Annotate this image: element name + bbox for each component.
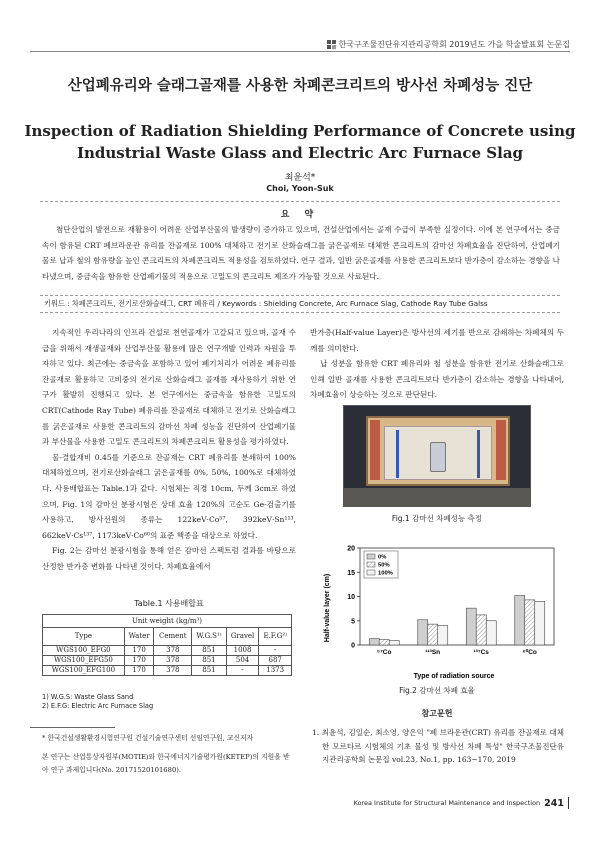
keywords-top-rule bbox=[40, 295, 560, 296]
table-note: 2) E.F.G: Electric Arc Furnace Slag bbox=[42, 701, 154, 710]
table-notes bbox=[42, 693, 292, 710]
legend-label: 0% bbox=[378, 554, 387, 561]
legend-swatch bbox=[367, 562, 375, 567]
half-value-layer-chart bbox=[318, 540, 563, 682]
table-cell: 170 bbox=[124, 646, 154, 656]
y-tick-label: 5 bbox=[351, 618, 355, 626]
title-english-line-1: Inspection of Radiation Shielding Performance of Concrete using bbox=[24, 122, 576, 140]
x-tick-label: ⁵⁷Co bbox=[377, 649, 392, 656]
unit-header: Unit weight (kg/m³) bbox=[43, 615, 292, 628]
table-cell: 378 bbox=[154, 646, 192, 656]
mix-table bbox=[42, 614, 292, 676]
lead-wall-left bbox=[370, 420, 380, 480]
y-tick-label: 0 bbox=[351, 642, 355, 650]
column-header: Type bbox=[43, 628, 125, 646]
bar bbox=[535, 601, 545, 645]
table-cell: 851 bbox=[192, 666, 227, 676]
bar bbox=[369, 639, 379, 645]
fig1-measurement-photo bbox=[343, 405, 531, 507]
floor bbox=[344, 488, 531, 507]
table-row bbox=[43, 646, 292, 656]
table-cell: 1373 bbox=[259, 666, 292, 676]
footnotes bbox=[42, 732, 296, 777]
table-cell: WGS100_EFG0 bbox=[43, 646, 125, 656]
x-tick-label: ¹³⁷Cs bbox=[473, 649, 489, 656]
column-header: W.G.S¹⁾ bbox=[192, 628, 227, 646]
column-header: Water bbox=[124, 628, 154, 646]
y-tick-label: 20 bbox=[347, 545, 355, 553]
table-row bbox=[43, 656, 292, 666]
legend-swatch bbox=[367, 570, 375, 575]
footnote-funding: 본 연구는 산업통상자원부(MOTIE)와 한국에너지기술평가원(KETEP)의 지원을 받아 연구 과제입니다(No. 20171520101680). bbox=[42, 753, 290, 774]
reference-item: 1. 최윤석, 김일순, 최소영, 양은익 "폐 브라운관(CRT) 유리를 잔골재로 대체한 모르타르 시험체의 기초 물성 및 방사선 차폐 특성" 한국구조물진단유지관리공학회 논문집 vol.23, No.1, pp. 163~170, 2019 bbox=[312, 728, 564, 764]
bar bbox=[379, 640, 389, 645]
table-cell: 170 bbox=[124, 656, 154, 666]
table-cell: 851 bbox=[192, 646, 227, 656]
body-paragraph: Fig. 2는 감마선 분광시험을 통해 얻은 감마선 스펙트럼 결과를 바탕으로 산정한 반가층 변화를 나타낸 것이다. 차폐효율에서 bbox=[42, 546, 296, 571]
abstract-title: 요 약 bbox=[280, 210, 320, 220]
legend-swatch bbox=[367, 554, 375, 559]
support-pole-right bbox=[477, 430, 480, 478]
title-english-line-2: Industrial Waste Glass and Electric Arc Furnace Slag bbox=[76, 144, 524, 162]
bar bbox=[486, 621, 496, 645]
x-tick-label: ⁶⁰Co bbox=[522, 649, 537, 656]
header-rule bbox=[30, 51, 570, 52]
footer-divider bbox=[568, 797, 569, 809]
references-title: 참고문헌 bbox=[421, 709, 453, 718]
table-cell: 851 bbox=[192, 656, 227, 666]
footnote-affiliation: * 한국건설생활환경시험연구원 건설기술연구센터 선임연구원, 교신저자 bbox=[42, 734, 254, 742]
table-cell: 378 bbox=[154, 656, 192, 666]
table-cell: 504 bbox=[226, 656, 259, 666]
table-cell: - bbox=[226, 666, 259, 676]
page-number: 241 bbox=[544, 797, 564, 809]
table-cell: 170 bbox=[124, 666, 154, 676]
keywords-bottom-rule bbox=[40, 312, 560, 313]
table-cell: 1008 bbox=[226, 646, 259, 656]
bar bbox=[389, 641, 399, 645]
column-header: E.F.G²⁾ bbox=[259, 628, 292, 646]
bar bbox=[428, 624, 438, 645]
body-left-column bbox=[42, 325, 296, 575]
footer-org: Korea Institute for Structural Maintenance and Inspection bbox=[353, 799, 541, 807]
legend-label: 50% bbox=[378, 562, 390, 569]
abstract-top-rule bbox=[40, 201, 560, 202]
table-cell: - bbox=[259, 646, 292, 656]
legend-label: 100% bbox=[378, 570, 393, 577]
table-cell: 687 bbox=[259, 656, 292, 666]
x-axis-title: Type of radiation source bbox=[413, 673, 495, 680]
keywords: 키워드 : 차폐콘크리트, 전기로산화슬래그, CRT 폐유리 / Keywords : Shielding Concrete, Arc Furnace Slag, Cathode Ray Tube Galss bbox=[44, 299, 488, 308]
body-right-column bbox=[310, 325, 564, 403]
author-korean: 최윤석* bbox=[284, 173, 316, 183]
support-pole-left bbox=[396, 430, 399, 478]
column-header: Gravel bbox=[226, 628, 259, 646]
bar bbox=[438, 626, 448, 645]
fig2-caption: Fig.2 감마선 차폐 효율 bbox=[399, 686, 475, 695]
body-paragraph: 지속적인 우리나라의 인프라 건설로 천연골재가 고갈되고 있으며, 골재 수급을 위해서 재생골재와 산업부산물 활용에 많은 연구개발 인력과 자원을 투자하고 있다. 최근에는 중금속을 포함하고 있어 폐기처리가 어려운 폐유리를 잔골재로 활용하고 고비중의 전기로 산화슬래그 골재를 재사용하기 위한 연구가 활발히 진행되고 있다. 본 연구에서는 중금속을 함유한 고밀도의 CRT(Cathode Ray Tube) 폐유리를 잔골재로 대체하고 전기로 산화슬래그를 굵은골재로 사용한 콘크리트의 감마선 차폐 성능을 진단하여 산업폐기물과 부산물을 사용한 고밀도 콘크리트의 차폐콘크리트 활용성을 평가하였다. bbox=[42, 328, 296, 447]
table-cell: 378 bbox=[154, 666, 192, 676]
bar bbox=[476, 615, 486, 645]
ge-detector bbox=[430, 442, 446, 472]
body-paragraph: 물-결합재비 0.45를 기준으로 잔골재는 CRT 폐유리를 분쇄하여 100% 대체하였으며, 전기로산화슬래그 굵은골재를 0%, 50%, 100%로 대체하였다. 사용배합표는 Table.1과 같다. 시험체는 직경 10cm, 두께 3cm로 하였으며, Fig. 1의 감마선 분광시험은 상대 효율 120%의 고순도 Ge-검출기를 사용하고, 방사선원의 종류는 122keV·Co⁵⁷, 392keV·Sn¹¹³, 662keV·Cs¹³⁷, 1173keV·Co⁶⁰의 표준 핵종을 대상으로 하였다. bbox=[42, 452, 296, 540]
y-tick-label: 15 bbox=[347, 569, 355, 577]
fig1-caption: Fig.1 감마선 차폐성능 측정 bbox=[391, 514, 483, 523]
conference-name: 한국구조물진단유지관리공학회 2019년도 가을 학술발표회 논문집 bbox=[338, 40, 570, 49]
footnote-rule bbox=[30, 727, 115, 728]
y-tick-label: 10 bbox=[347, 594, 355, 601]
abstract-body: 첨단산업의 발전으로 재활용이 어려운 산업부산물의 발생량이 증가하고 있으며, 건설산업에서는 골재 수급이 부족한 실정이다. 이에 본 연구에서는 중금속이 함유된 CRT 폐브라운관 유리를 잔골재로 100% 대체하고 전기로 산화슬래그를 굵은골재로 대체한 콘크리트의 감마선 차폐효율을 진단하여, 산업폐기물로 납과 철의 함유량을 높인 콘크리트의 차폐콘크리트 적용성을 검토하였다. 연구 결과, 일반 굵은골재를 사용한 콘크리트보다 반가층이 감소하는 경향을 나타냈으며, 중금속을 함유한 산업폐기물의 적용으로 고밀도의 콘크리트 제조가 가능할 것으로 사료된다. bbox=[42, 225, 560, 281]
square-grid-icon bbox=[327, 40, 336, 49]
table-row bbox=[43, 666, 292, 676]
page-footer bbox=[354, 797, 569, 809]
title-korean: 산업폐유리와 슬래그골재를 사용한 차폐콘크리트의 방사선 차폐성능 진단 bbox=[67, 78, 533, 94]
body-paragraph: 납 성분을 함유한 CRT 폐유리와 철 성분을 함유한 전기로 산화슬래그로 인해 일반 골재를 사용한 콘크리트보다 반가층이 감소하는 경향을 나타내어, 차폐효율이 상승하는 것으로 판단된다. bbox=[310, 359, 564, 400]
author-english: Choi, Yoon-Suk bbox=[266, 184, 334, 193]
body-paragraph: 반가층(Half-value Layer)은 방사선의 세기를 반으로 감쇄하는 차폐체의 두께를 의미한다. bbox=[310, 328, 564, 353]
bar bbox=[525, 600, 535, 645]
running-header bbox=[327, 39, 570, 50]
title-english bbox=[0, 120, 600, 164]
table-cell: WGS100_EFG50 bbox=[43, 656, 125, 666]
table-cell: WGS100_EFG100 bbox=[43, 666, 125, 676]
lead-wall-right bbox=[496, 420, 506, 480]
bar bbox=[515, 596, 525, 645]
bar bbox=[418, 620, 428, 645]
bar bbox=[466, 608, 476, 645]
table-caption: Table.1 사용배합표 bbox=[134, 599, 204, 608]
column-header: Cement bbox=[154, 628, 192, 646]
y-axis-title: Half-value layer (cm) bbox=[324, 573, 331, 643]
x-tick-label: ¹¹³Sn bbox=[425, 649, 441, 656]
table-note: 1) W.G.S: Waste Glass Sand bbox=[42, 693, 134, 701]
